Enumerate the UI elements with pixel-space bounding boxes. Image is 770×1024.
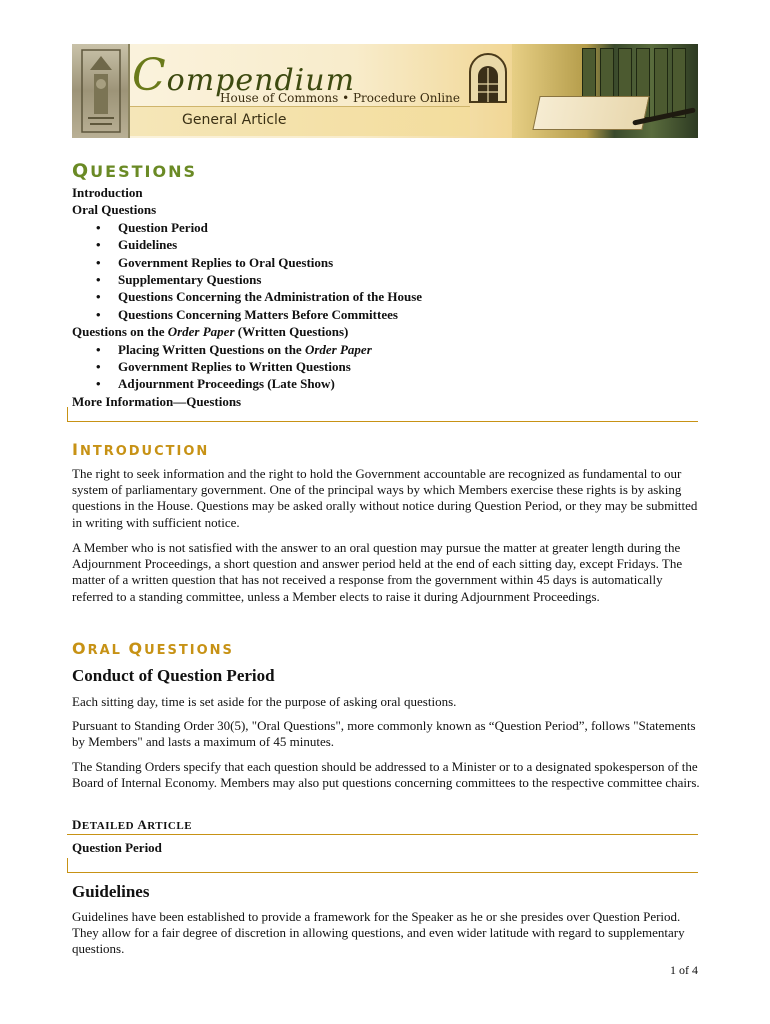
page-number: 1 of 4 — [670, 963, 698, 977]
oral-questions-heading: ORAL QUESTIONS — [72, 639, 234, 658]
conduct-paragraph-2: Pursuant to Standing Order 30(5), "Oral Questions", more commonly known as “Question Period”, follows "Statements by Members" and lasts a maximum of 45 minutes. — [72, 718, 696, 750]
toc-link-oral-questions[interactable]: Oral Questions — [72, 202, 157, 218]
toc-link-more-information[interactable]: More Information—Questions — [72, 393, 242, 409]
toc-link-introduction[interactable]: Introduction — [72, 185, 143, 200]
article-type-ribbon — [130, 106, 470, 136]
divider-tick — [67, 858, 68, 872]
bullet-icon: • — [96, 254, 101, 270]
section-divider — [67, 834, 698, 835]
bullet-icon: • — [96, 219, 101, 235]
books-illustration — [512, 44, 698, 138]
toc-item-guidelines[interactable]: • Guidelines — [96, 237, 178, 253]
introduction-heading: INTRODUCTION — [72, 440, 210, 459]
introduction-paragraph-1: The right to seek information and the right to hold the Government accountable are recognized as fundamental to our system of parliamentary government. One of the principal ways by which Members exercise these rights is by asking questions in the House. Questions may be asked orally without notice during Question Period, or they may be submitted in writing with sufficient notice. — [72, 466, 698, 530]
conduct-heading: Conduct of Question Period — [72, 666, 275, 685]
detailed-article-heading: DETAILED ARTICLE — [72, 817, 193, 832]
toc-item-adjournment-proceedings[interactable]: • Adjournment Proceedings (Late Show) — [96, 376, 335, 392]
table-of-contents — [72, 184, 492, 410]
bullet-icon: • — [96, 306, 101, 322]
conduct-paragraph-3: The Standing Orders specify that each question should be addressed to a Minister or to a designated spokesperson of the Board of Internal Economy. Members may also put questions concerning committees to the respective committee chairs. — [72, 759, 700, 791]
toc-link-written-questions[interactable]: Questions on the Order Paper (Written Questions) — [72, 324, 349, 340]
divider-tick — [67, 407, 68, 421]
toc-item-government-replies-oral[interactable]: • Government Replies to Oral Questions — [96, 254, 334, 270]
banner-title: Compendium — [132, 50, 356, 101]
bullet-icon: • — [96, 237, 101, 253]
section-divider — [67, 872, 698, 873]
carved-stone-illustration — [72, 44, 130, 138]
detailed-article-link-question-period[interactable]: Question Period — [72, 840, 162, 855]
banner-subtitle: House of Commons • Procedure Online — [220, 91, 460, 105]
compendium-banner — [72, 44, 698, 138]
bullet-icon: • — [96, 272, 101, 288]
toc-item-matters-before-committees[interactable]: • Questions Concerning Matters Before Committees — [96, 306, 398, 322]
toc-item-placing-written-questions[interactable]: • Placing Written Questions on the Order Paper — [96, 341, 372, 357]
introduction-paragraph-2: A Member who is not satisfied with the answer to an oral question may pursue the matter at greater length during the Adjournment Proceedings, a short question and answer period held at the end of each sitting day, except Fridays. The matter of a written question that has not received a response from the government within 45 days is automatically referred to a standing committee, unless a Member elects to raise it during Adjournment Proceedings. — [72, 540, 683, 604]
bullet-icon: • — [96, 376, 101, 392]
bullet-icon: • — [96, 341, 101, 357]
toc-item-government-replies-written[interactable]: • Government Replies to Written Questions — [96, 359, 351, 375]
conduct-paragraph-1: Each sitting day, time is set aside for the purpose of asking oral questions. — [72, 694, 457, 709]
parliament-door-icon — [466, 48, 510, 104]
page-title: QUESTIONS — [72, 160, 197, 182]
guidelines-paragraph: Guidelines have been established to provide a framework for the Speaker as he or she presides over Question Period. They allow for a fair degree of discretion in allowing questions, and even wider latitude with regard to supplementary questions. — [72, 909, 685, 957]
toc-item-question-period[interactable]: • Question Period — [96, 219, 208, 235]
bullet-icon: • — [96, 289, 101, 305]
guidelines-heading: Guidelines — [72, 882, 150, 901]
article-type-label: General Article — [182, 112, 287, 128]
section-divider — [67, 421, 698, 422]
bullet-icon: • — [96, 359, 101, 375]
toc-item-administration-of-house[interactable]: • Questions Concerning the Administration of the House — [96, 289, 423, 305]
toc-item-supplementary-questions[interactable]: • Supplementary Questions — [96, 272, 262, 288]
